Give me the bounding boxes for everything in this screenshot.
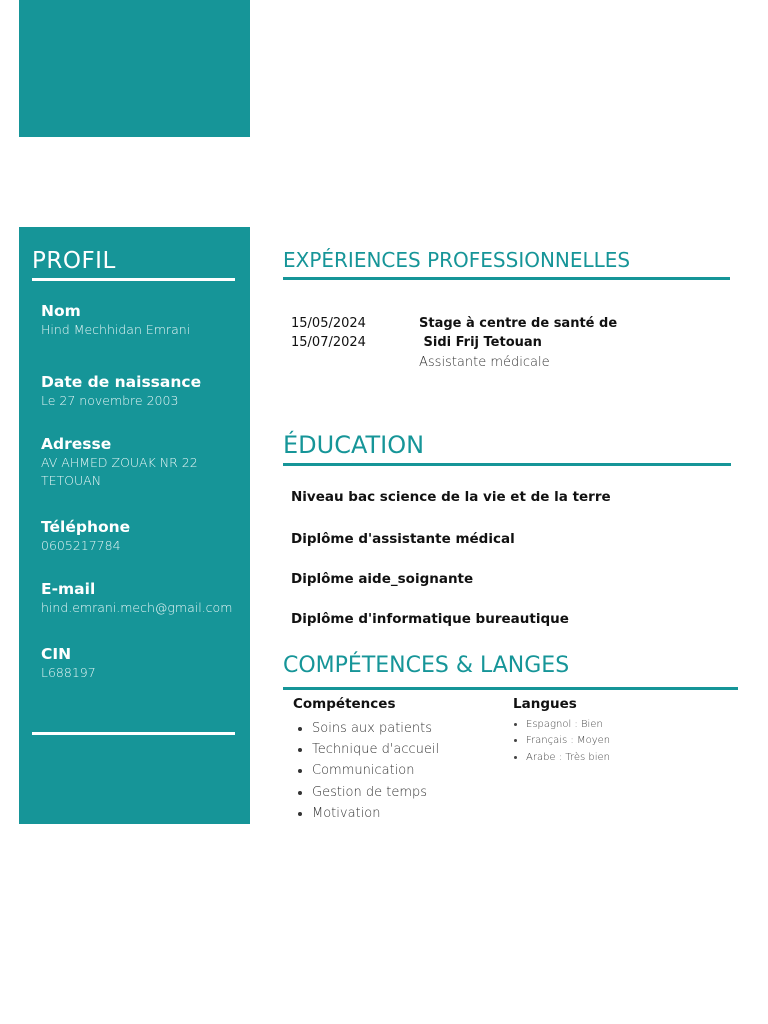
experience-role: Assistante médicale	[419, 355, 550, 370]
profile-bottom-divider	[32, 732, 235, 735]
education-item: Diplôme aide_soignante	[291, 571, 474, 587]
experience-title	[419, 315, 617, 352]
education-heading: ÉDUCATION	[283, 431, 425, 459]
field-value: L688197	[41, 665, 96, 680]
field-value: Le 27 novembre 2003	[41, 393, 179, 408]
list-item: • Technique d'accueil	[312, 739, 439, 760]
list-item: • Arabe : Très bien	[526, 750, 610, 766]
langues-label: Langues	[513, 696, 577, 712]
skills-heading: COMPÉTENCES & LANGES	[283, 653, 570, 678]
education-item: Niveau bac science de la vie et de la terre	[291, 489, 611, 505]
list-item: • Espagnol : Bien	[526, 717, 610, 733]
competences-label: Compétences	[293, 696, 396, 712]
profile-field-email	[41, 579, 246, 617]
list-item: • Français : Moyen	[526, 733, 610, 749]
field-label: E-mail	[41, 580, 96, 598]
experience-title-line1: Stage à centre de santé de	[419, 316, 618, 331]
skills-divider	[283, 687, 738, 690]
list-item: • Soins aux patients	[312, 718, 439, 739]
field-label: Date de naissance	[41, 373, 202, 391]
profile-field-address	[41, 434, 246, 490]
experience-date-start: 15/05/2024	[291, 316, 366, 331]
education-divider	[283, 463, 731, 466]
profile-field-cin	[41, 644, 246, 682]
education-item: Diplôme d'assistante médical	[291, 531, 515, 547]
list-item: • Gestion de temps	[312, 782, 439, 803]
education-item: Diplôme d'informatique bureautique	[291, 611, 569, 627]
profile-heading: PROFIL	[32, 248, 116, 274]
field-label: CIN	[41, 645, 72, 663]
field-label: Nom	[41, 302, 81, 320]
profile-field-birthdate	[41, 372, 246, 410]
field-label: Téléphone	[41, 518, 131, 536]
langues-list	[512, 717, 610, 766]
field-value: Hind Mechhidan Emrani	[41, 322, 191, 337]
experience-date-end: 15/07/2024	[291, 334, 366, 350]
competences-list	[295, 718, 439, 824]
field-label: Adresse	[41, 435, 112, 453]
profile-sidebar	[19, 227, 250, 824]
experience-dates	[291, 315, 366, 352]
list-item: • Communication	[312, 760, 439, 781]
list-item: • Motivation	[312, 803, 439, 824]
experience-title-line2: Sidi Frij Tetouan	[419, 334, 542, 350]
header-color-block	[19, 0, 250, 137]
experience-divider	[283, 277, 730, 280]
field-value: AV AHMED ZOUAK NR 22 TETOUAN	[41, 455, 198, 488]
profile-top-divider	[32, 278, 235, 281]
field-value: 0605217784	[41, 538, 121, 553]
profile-field-phone	[41, 517, 246, 555]
field-value: hind.emrani.mech@gmail.com	[41, 600, 233, 615]
experience-heading: EXPÉRIENCES PROFESSIONNELLES	[283, 248, 631, 272]
profile-field-name	[41, 301, 246, 339]
